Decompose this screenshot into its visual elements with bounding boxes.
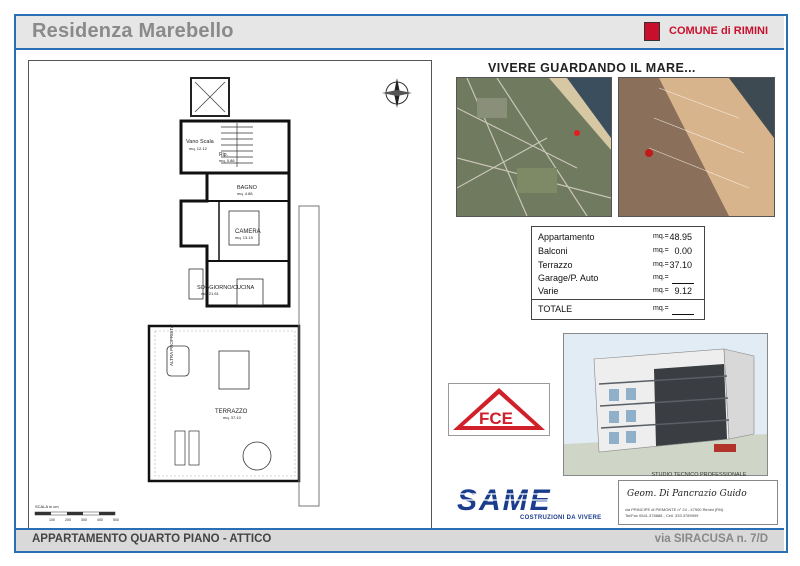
studio-stamp <box>618 472 778 525</box>
room-area-rip: mq. 0.86 <box>219 158 235 163</box>
studio-phone: Tel/Fax 0541.378888 - Cell. 333.3789999 <box>625 513 699 518</box>
scale-tick: 100 <box>49 518 55 522</box>
area-value: 37.10 <box>669 260 692 270</box>
total-blank-line <box>672 314 694 315</box>
area-unit: mq.= <box>653 287 669 294</box>
scale-tick: 200 <box>65 518 71 522</box>
area-label: Terrazzo <box>538 260 573 270</box>
area-label: Balconi <box>538 246 568 256</box>
area-unit: mq.= <box>653 261 669 268</box>
beach-map-image <box>618 77 775 217</box>
studio-heading: STUDIO TECNICO PROFESSIONALE <box>651 472 747 478</box>
table-divider <box>532 299 704 300</box>
total-label: TOTALE <box>538 304 573 314</box>
area-label: Garage/P. Auto <box>538 273 599 283</box>
area-row <box>538 246 698 258</box>
terrace-table-icon <box>219 351 249 389</box>
apartment-description: APPARTAMENTO QUARTO PIANO - ATTICO <box>32 533 272 545</box>
area-unit: mq.= <box>653 247 669 254</box>
fce-logo-text: FCE <box>479 409 513 428</box>
sunbed-icon <box>189 431 199 465</box>
neighbor-property-label: ALTRA PROPRIETA' <box>169 324 174 366</box>
coat-of-arms-icon <box>644 22 660 41</box>
dining-table-icon <box>237 279 263 305</box>
room-label-camera: CAMERA <box>235 229 261 235</box>
room-label-terrazzo: TERRAZZO <box>215 409 248 415</box>
north-arrow-icon <box>382 78 412 108</box>
fce-logo <box>448 383 550 436</box>
room-area-vano-scala: mq. 12.12 <box>189 146 207 151</box>
area-value: 48.95 <box>669 232 692 242</box>
scale-tick: 500 <box>113 518 119 522</box>
room-label-bagno: BAGNO <box>237 185 257 191</box>
area-summary-table <box>531 226 705 320</box>
room-label-vano-scala: Vano Scala <box>186 139 214 145</box>
area-row <box>538 286 698 298</box>
area-row <box>538 260 698 272</box>
total-unit: mq.= <box>653 305 669 312</box>
total-row <box>538 304 698 316</box>
city-map-image <box>456 77 612 217</box>
floor-plan <box>28 60 432 530</box>
area-unit: mq.= <box>653 233 669 240</box>
room-area-terrazzo: mq. 37.10 <box>223 415 241 420</box>
room-label-rip: Rip. <box>219 152 228 158</box>
scale-tick: 300 <box>81 518 87 522</box>
room-label-soggiorno: SOGGIORNO/CUCINA <box>197 285 255 291</box>
address-label: via SIRACUSA n. 7/D <box>654 533 768 545</box>
area-value: 0.00 <box>674 246 692 256</box>
building-render-image <box>563 333 768 476</box>
area-label: Varie <box>538 286 559 296</box>
same-logo-text: SAME <box>457 484 552 514</box>
room-area-soggiorno: mq. 21.61 <box>201 291 219 296</box>
slogan: VIVERE GUARDANDO IL MARE... <box>488 61 696 75</box>
room-area-bagno: mq. 4.86 <box>237 191 253 196</box>
floor-plan-drawing <box>29 61 431 529</box>
room-area-camera: mq. 13.19 <box>235 235 253 240</box>
scale-label: SCALA in cm <box>35 504 59 509</box>
page-title: Residenza Marebello <box>32 20 234 42</box>
area-row <box>538 232 698 244</box>
studio-address: via PRINCIPE di PIEMONTE n° 24 - 47900 Rimini (RN) <box>625 507 724 512</box>
area-row <box>538 273 698 285</box>
comune-label: COMUNE di RIMINI <box>669 25 768 37</box>
scale-bar <box>35 512 115 515</box>
parasol-icon <box>243 442 271 470</box>
area-value: 9.12 <box>674 286 692 296</box>
footer-bar <box>16 528 784 551</box>
same-tagline: COSTRUZIONI DA VIVERE <box>520 515 602 521</box>
area-unit: mq.= <box>653 274 669 281</box>
area-blank-line <box>672 283 694 284</box>
studio-name: Geom. Di Pancrazio Guido <box>627 489 747 499</box>
area-label: Appartamento <box>538 232 595 242</box>
sunbed-icon <box>175 431 185 465</box>
scale-tick: 400 <box>97 518 103 522</box>
title-bar <box>16 16 784 50</box>
